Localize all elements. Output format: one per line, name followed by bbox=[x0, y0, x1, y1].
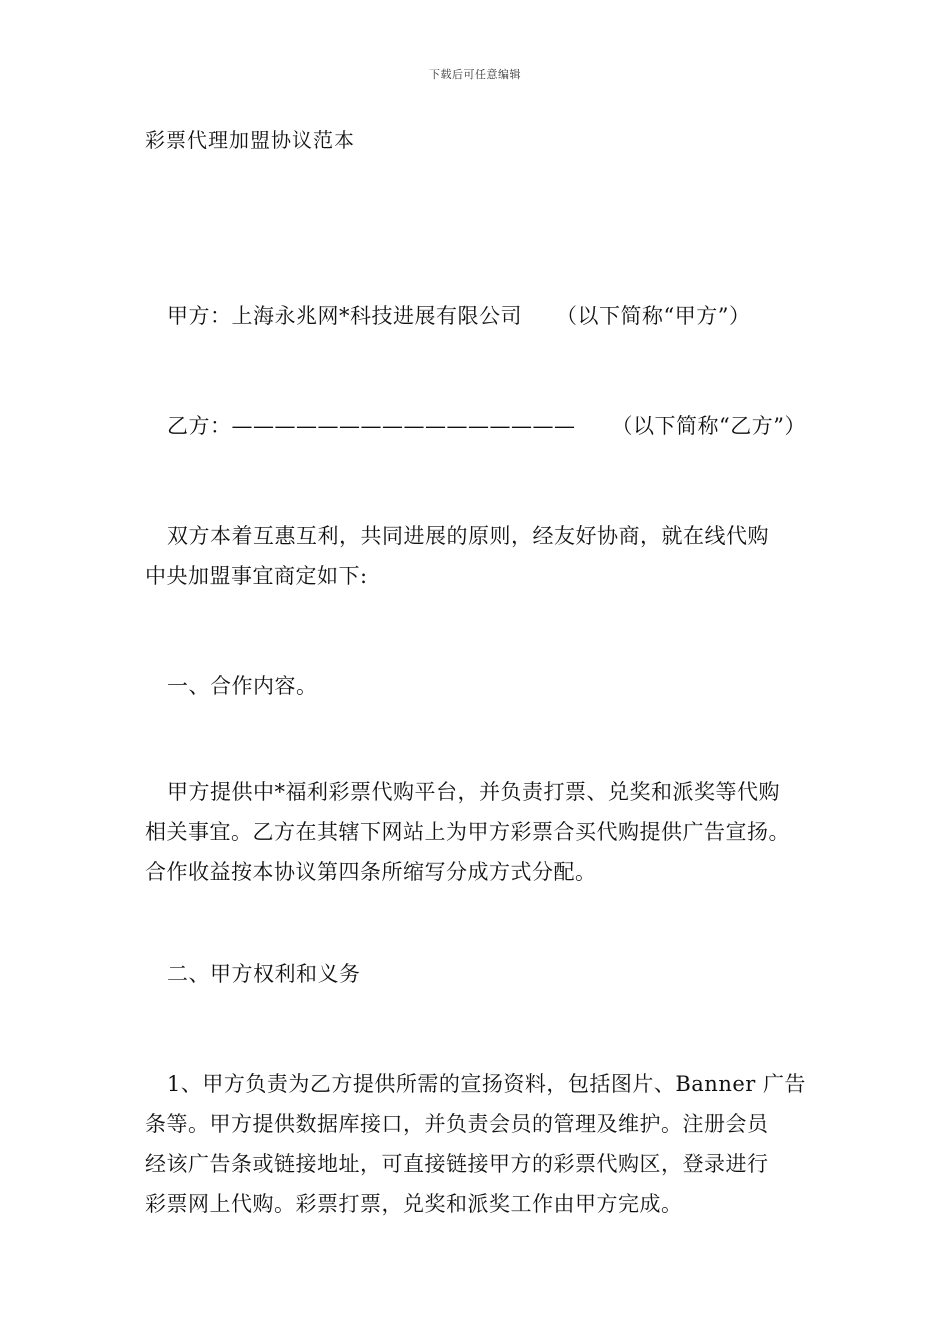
header-note: 下载后可任意编辑 bbox=[429, 68, 521, 81]
section-1-line: 甲方提供中*福利彩票代购平台，并负责打票、兑奖和派奖等代购 bbox=[167, 780, 780, 804]
party-a-label: 甲方：上海永兆网*科技进展有限公司 bbox=[167, 304, 522, 328]
party-b-label: 乙方：———————————————— bbox=[167, 414, 576, 438]
section-2-line: 彩票网上代购。彩票打票，兑奖和派奖工作由甲方完成。 bbox=[145, 1192, 683, 1216]
section-1-line: 合作收益按本协议第四条所缩写分成方式分配。 bbox=[145, 860, 597, 884]
party-a-line bbox=[145, 296, 832, 336]
section-2-line: 条等。甲方提供数据库接口，并负责会员的管理及维护。注册会员 bbox=[145, 1112, 769, 1136]
section-2-line: 经该广告条或链接地址，可直接链接甲方的彩票代购区，登录进行 bbox=[145, 1152, 769, 1176]
intro-line: 双方本着互惠互利，共同进展的原则，经友好协商，就在线代购 bbox=[167, 524, 769, 548]
party-b-alias: （以下简称“乙方”） bbox=[611, 414, 806, 438]
section-2-paragraph bbox=[145, 1064, 810, 1224]
document-title: 彩票代理加盟协议范本 bbox=[145, 128, 355, 152]
section-2-line: 1、甲方负责为乙方提供所需的宣扬资料，包括图片、Banner 广告 bbox=[167, 1072, 807, 1096]
section-1-line: 相关事宜。乙方在其辖下网站上为甲方彩票合买代购提供广告宣扬。 bbox=[145, 820, 790, 844]
intro-line: 中央加盟事宜商定如下: bbox=[145, 564, 368, 588]
intro-paragraph bbox=[145, 516, 810, 596]
party-b-line bbox=[145, 406, 832, 446]
section-1-heading: 一、合作内容。 bbox=[167, 674, 318, 698]
section-1-paragraph bbox=[145, 772, 810, 892]
section-2-heading: 二、甲方权利和义务 bbox=[167, 962, 361, 986]
party-a-alias: （以下简称“甲方”） bbox=[556, 304, 751, 328]
